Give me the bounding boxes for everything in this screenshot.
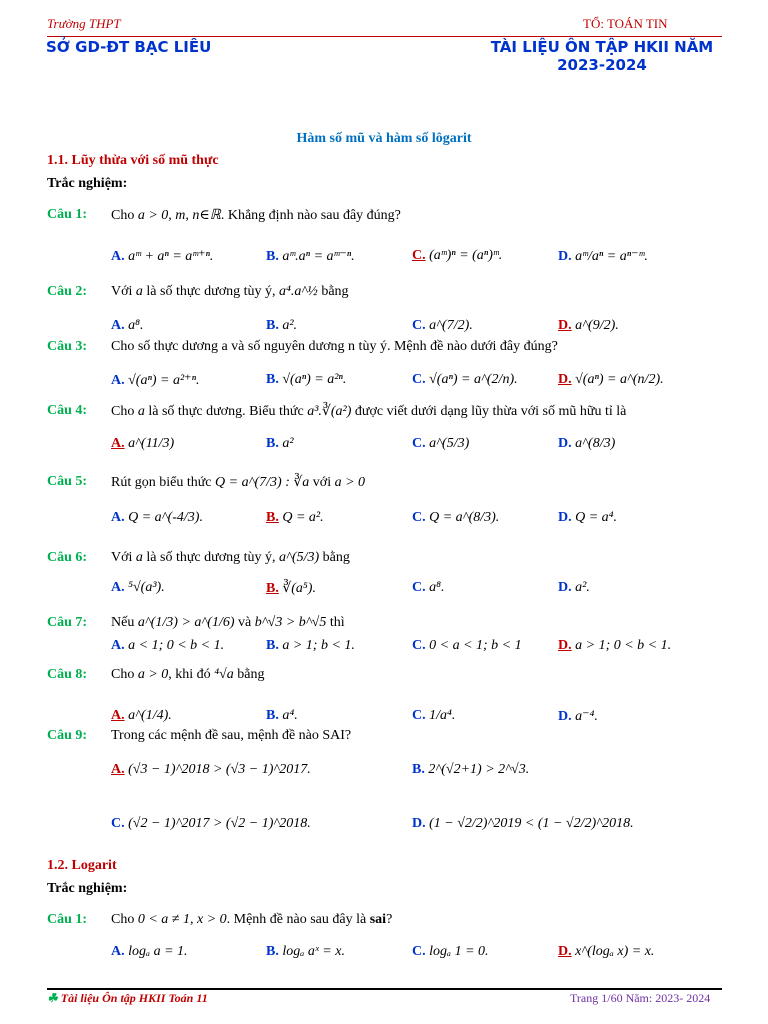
option-d: D. aᵐ/aⁿ = aⁿ⁻ᵐ.: [558, 249, 648, 264]
option-d: D. a⁻⁴.: [558, 709, 598, 724]
question-label: Câu 3:: [47, 339, 88, 354]
question-text: Cho a là số thực dương. Biểu thức a³.∛(a²) được viết dưới dạng lũy thừa với số mũ hữu tỉ là: [111, 404, 627, 419]
question-label: Câu 8:: [47, 667, 88, 682]
section-heading: 1.2. Logarit: [47, 858, 117, 873]
option-c: C. √(aⁿ) = a^(2/n).: [412, 372, 518, 387]
option-b: B. a².: [266, 318, 298, 333]
question-text: Rút gọn biểu thức Q = a^(7/3) : ∛a với a > 0: [111, 475, 366, 490]
option-d: D. a².: [558, 580, 590, 595]
question-text: Cho a > 0, khi đó ⁴√a bằng: [111, 667, 265, 682]
option-b: B. ∛(a⁵).: [266, 581, 316, 596]
option-c: C. 0 < a < 1; b < 1: [412, 638, 522, 653]
option-c: C. 1/a⁴.: [412, 708, 456, 723]
option-a: A. Q = a^(-4/3).: [111, 510, 203, 525]
option-c: C. a^(7/2).: [412, 318, 473, 333]
option-d: D. a^(9/2).: [558, 318, 619, 333]
option-a: A. a⁸.: [111, 318, 144, 333]
footer-title: ☘ Tài liệu Ôn tập HKII Toán 11: [47, 991, 208, 1005]
question-label: Câu 9:: [47, 728, 88, 743]
option-b: B. 2^(√2+1) > 2^√3.: [412, 762, 530, 777]
page-title: Hàm số mũ và hàm số lôgarit: [296, 131, 472, 146]
option-a: A. (√3 − 1)^2018 > (√3 − 1)^2017.: [111, 762, 311, 777]
header-divider: [47, 36, 722, 37]
question-text: Nếu a^(1/3) > a^(1/6) và b^√3 > b^√5 thì: [111, 615, 345, 630]
option-a: A. a^(11/3): [111, 436, 175, 451]
option-c: C. Q = a^(8/3).: [412, 510, 500, 525]
question-label: Câu 5:: [47, 474, 88, 489]
option-b: B. logₐ aˣ = x.: [266, 944, 345, 959]
department: TỔ: TOÁN TIN: [583, 16, 668, 31]
school-name: Trường THPT: [47, 16, 121, 31]
question-label: Câu 7:: [47, 615, 88, 630]
footer-divider: [47, 988, 722, 990]
question-label: Câu 2:: [47, 284, 88, 299]
question-text: Cho số thực dương a và số nguyên dương n tùy ý. Mệnh đề nào dưới đây đúng?: [111, 339, 558, 354]
option-b: B. √(aⁿ) = a²ⁿ.: [266, 372, 347, 387]
question-text: Trong các mệnh đề sau, mệnh đề nào SAI?: [111, 728, 352, 743]
option-c: C. a^(5/3): [412, 436, 470, 451]
question-text: Cho a > 0, m, n∈ℝ. Khẳng định nào sau đây đúng?: [111, 208, 401, 223]
question-label: Câu 4:: [47, 403, 88, 418]
option-d: D. Q = a⁴.: [558, 510, 618, 525]
question-label: Câu 6:: [47, 550, 88, 565]
subsection-heading: Trắc nghiệm:: [47, 176, 128, 191]
option-a: A. a^(1/4).: [111, 708, 172, 723]
option-b: B. a⁴.: [266, 708, 298, 723]
subsection-heading: Trắc nghiệm:: [47, 881, 128, 896]
option-c: C. (√2 − 1)^2017 > (√2 − 1)^2018.: [111, 816, 311, 831]
question-label: Câu 1:: [47, 912, 88, 927]
option-a: A. ⁵√(a³).: [111, 580, 165, 595]
question-label: Câu 1:: [47, 207, 88, 222]
option-b: B. aᵐ.aⁿ = aᵐ⁻ⁿ.: [266, 249, 355, 264]
option-c: C. logₐ 1 = 0.: [412, 944, 489, 959]
leaf-icon: ☘: [47, 991, 58, 1005]
option-a: A. a < 1; 0 < b < 1.: [111, 638, 225, 653]
question-text: Với a là số thực dương tùy ý, a^(5/3) bằng: [111, 550, 350, 565]
option-a: A. logₐ a = 1.: [111, 944, 188, 959]
page-number: Trang 1/60 Năm: 2023- 2024: [570, 991, 711, 1005]
department-of-education: SỞ GD-ĐT BẠC LIÊU: [46, 38, 212, 56]
section-heading: 1.1. Lũy thừa với số mũ thực: [47, 153, 219, 168]
option-d: D. a > 1; 0 < b < 1.: [558, 638, 672, 653]
option-b: B. Q = a².: [266, 510, 324, 525]
option-a: A. √(aⁿ) = a²⁺ⁿ.: [111, 373, 200, 388]
option-b: B. a > 1; b < 1.: [266, 638, 355, 653]
option-d: D. (1 − √2/2)^2019 < (1 − √2/2)^2018.: [412, 816, 634, 831]
document-title: TÀI LIỆU ÔN TẬP HKII NĂM 2023-2024: [490, 38, 714, 74]
option-d: D. a^(8/3): [558, 436, 616, 451]
question-text: Với a là số thực dương tùy ý, a⁴.a^½ bằng: [111, 284, 349, 299]
option-b: B. a²: [266, 436, 294, 451]
option-a: A. aᵐ + aⁿ = aᵐ⁺ⁿ.: [111, 249, 214, 264]
option-c: C. (aᵐ)ⁿ = (aⁿ)ᵐ.: [412, 248, 503, 263]
question-text: Cho 0 < a ≠ 1, x > 0. Mệnh đề nào sau đây là sai?: [111, 912, 393, 927]
option-d: D. √(aⁿ) = a^(n/2).: [558, 372, 664, 387]
option-d: D. x^(logₐ x) = x.: [558, 944, 655, 959]
option-c: C. a⁸.: [412, 580, 445, 595]
